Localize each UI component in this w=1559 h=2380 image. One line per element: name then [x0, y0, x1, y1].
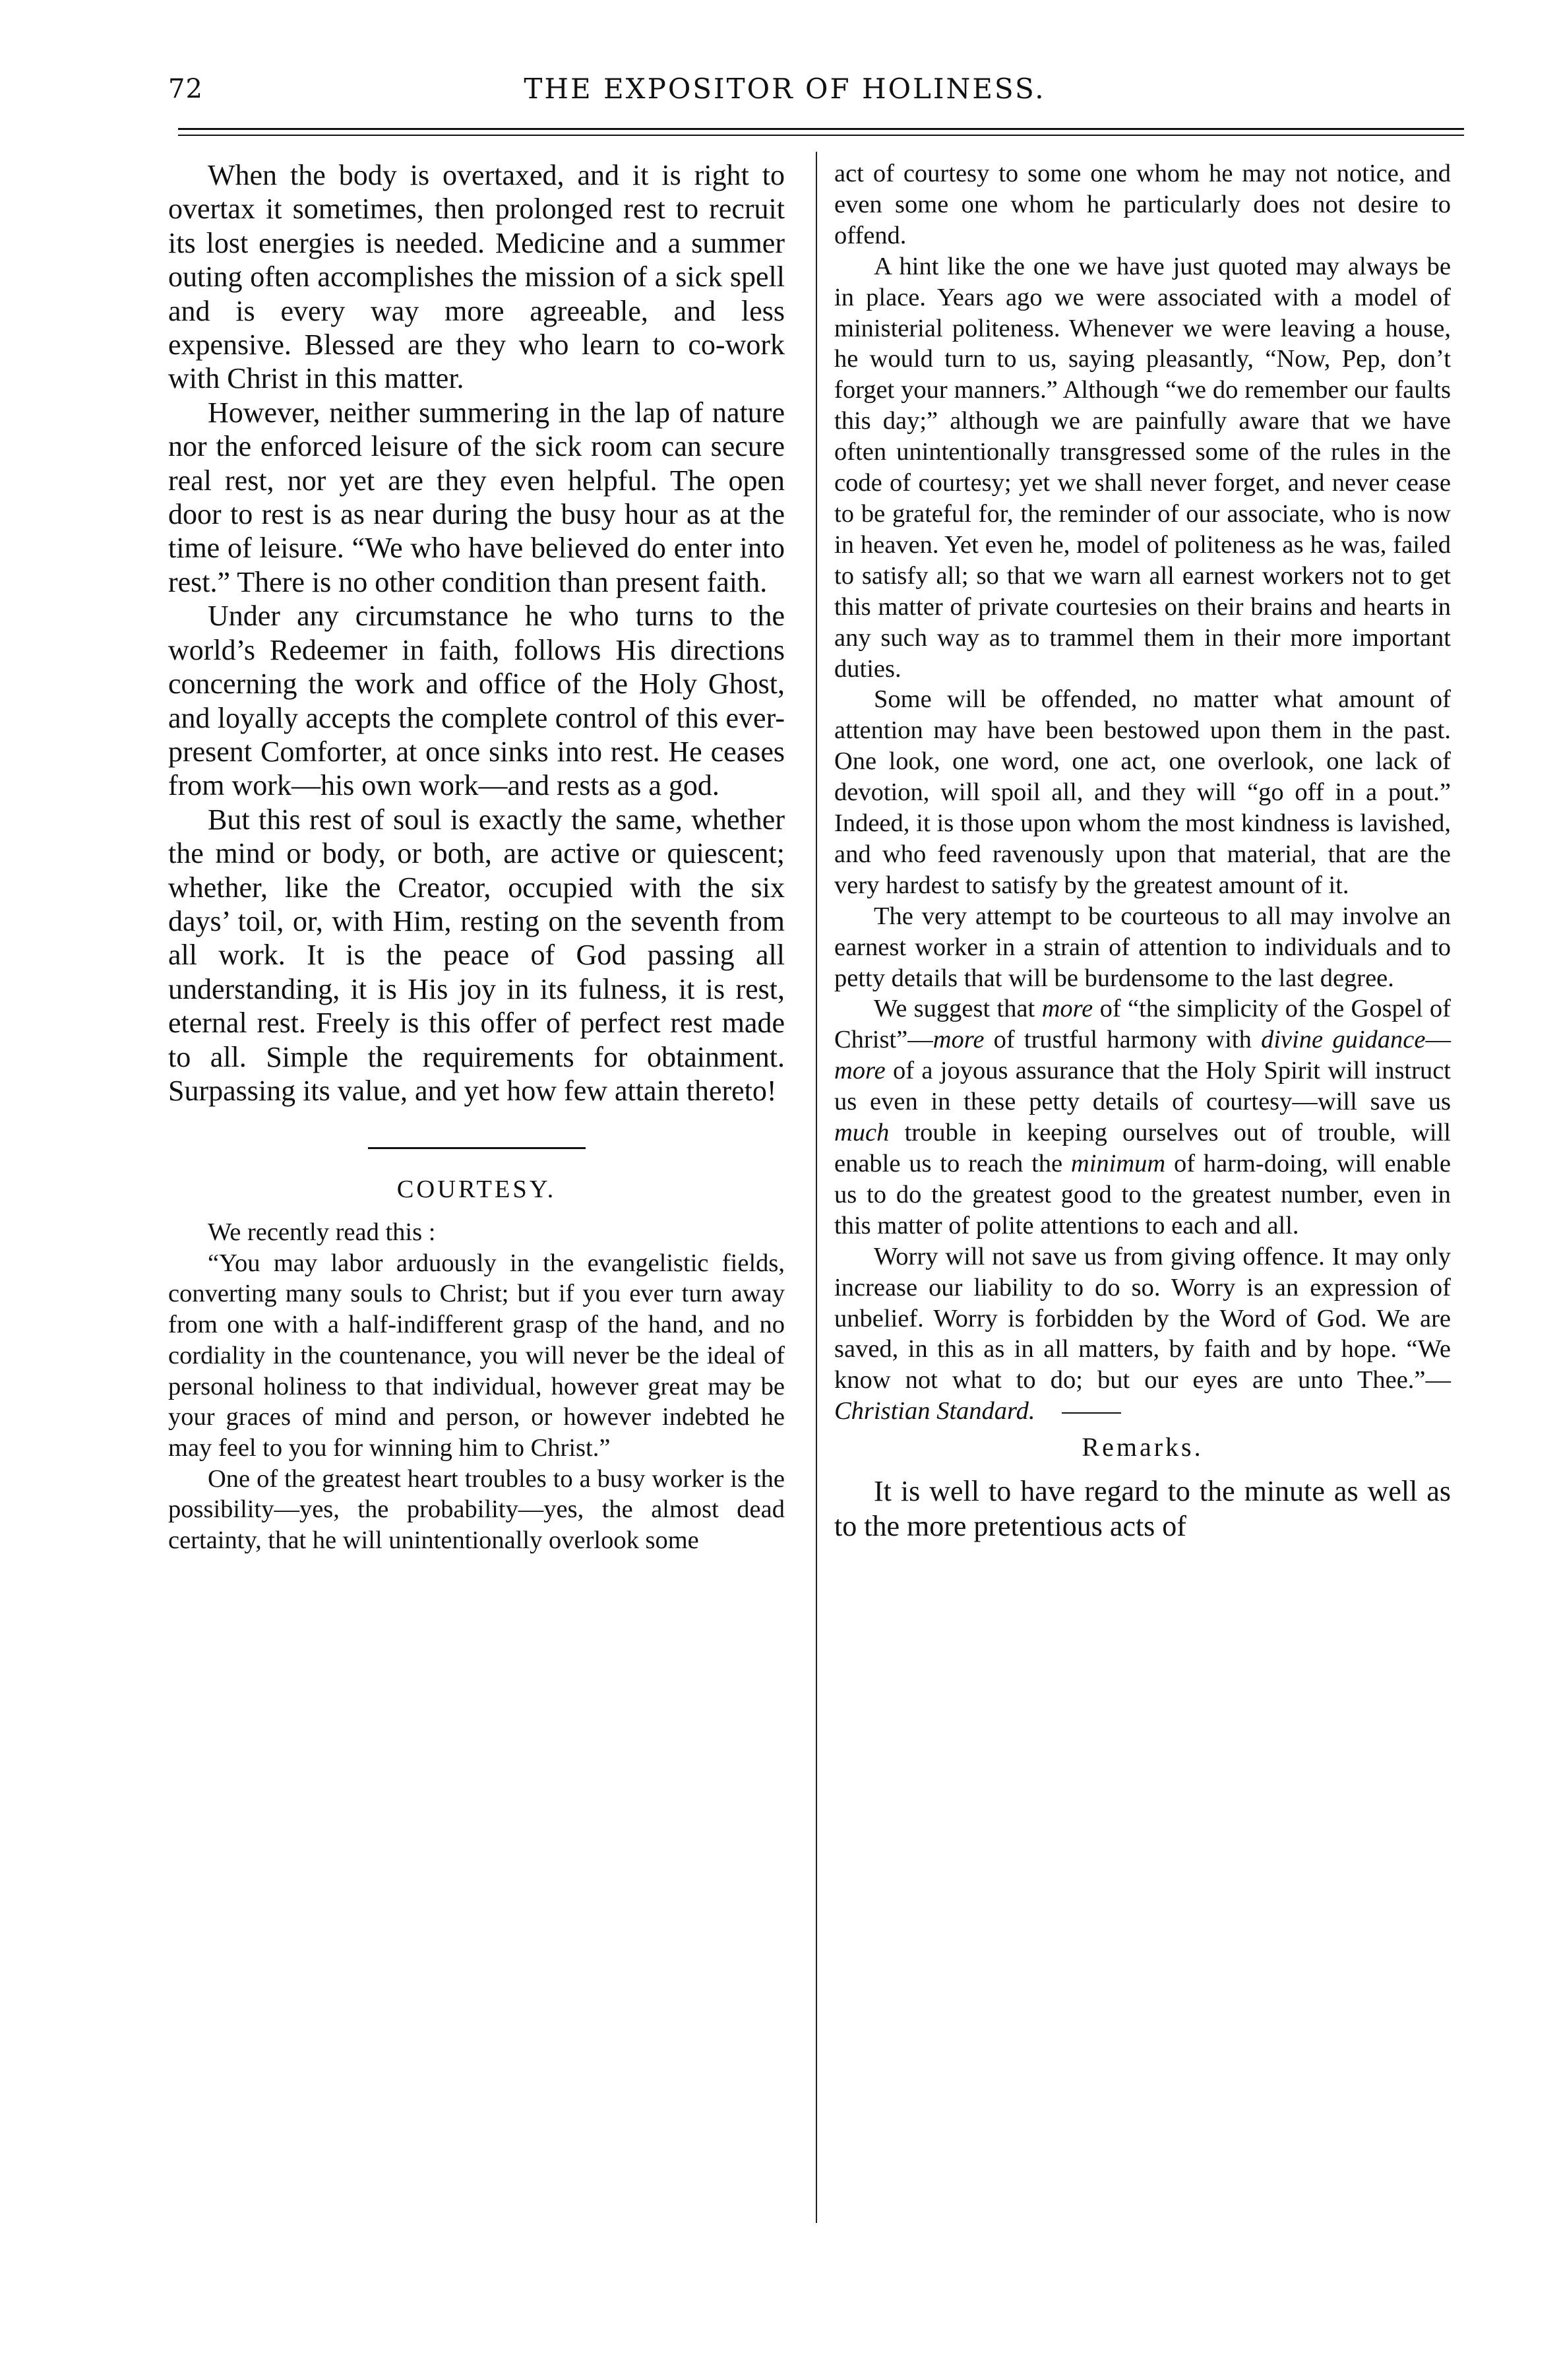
running-title: THE EXPOSITOR OF HOLINESS.	[524, 73, 1046, 105]
paragraph: Worry will not save us from giving offence. It may only increase our liability to do so. Worry is an expression of unbelief. Worry is forbidden by the Word of God. We are saved, in this as in all matters, by faith and by hope. “We know not what to do; but our eyes are unto Thee.”—Christian Standard.	[834, 1242, 1451, 1425]
quote-paragraph: “You may labor arduously in the evangelistic fields, converting many souls to Christ; but if you ever turn away from one with a half-indifferent grasp of the hand, and no cordiality in the countenance, you will never be the ideal of personal holiness to that individual, however great may be your graces of mind and person, or however indebted he may feel to you for winning him to Christ.”	[168, 1249, 785, 1462]
paragraph: We suggest that more of “the simplicity of the Gospel of Christ”—more of trustful harmony with divine guidance—more of a joyous assurance that the Holy Spirit will instruct us even in these petty details of courtesy—will save us much trouble in keeping ourselves out of trouble, will enable us to reach the minimum of harm-doing, will enable us to do the greatest good to the greatest number, even in this matter of polite attentions to each and all.	[834, 995, 1451, 1239]
paragraph: It is well to have regard to the minute as well as to the more pretentious acts of	[834, 1475, 1451, 1543]
paragraph: But this rest of soul is exactly the same, whether the mind or body, or both, are active or quiescent; whether, like the Creator, occupied with the six days’ toil, or, with Him, resting on the seventh from all work. It is the peace of God passing all understanding, it is His joy in its fulness, it is rest, eternal rest. Freely is this offer of perfect rest made to all. Simple the requirements for obtainment. Surpassing its value, and yet how few attain thereto!	[168, 803, 785, 1107]
left-column	[168, 158, 785, 1556]
paragraph: Some will be offended, no matter what amount of attention may have been bestowed upon them in the past. One look, one word, one act, one overlook, one lack of devotion, will spoil all, and they will “go off in a pout.” Indeed, it is those upon whom the most kindness is lavished, and who feed ravenously upon that material, that are the very hardest to satisfy by the greatest amount of it.	[834, 685, 1451, 899]
column-divider	[816, 152, 817, 2223]
paragraph: Under any circumstance he who turns to the world’s Redeemer in faith, follows His directions concerning the work and office of the Holy Ghost, and loyally accepts the complete control of this ever-present Comforter, at once sinks into rest. He ceases from work—his own work—and rests as a god.	[168, 600, 785, 802]
page-number: 72	[168, 74, 203, 104]
header-rule	[178, 128, 1464, 130]
section-heading-courtesy: COURTESY.	[396, 1175, 557, 1204]
short-rule	[1062, 1412, 1121, 1414]
paragraph: One of the greatest heart troubles to a busy worker is the possibility—yes, the probability—yes, the almost dead certainty, that he will unintentionally overlook some	[168, 1464, 785, 1555]
paragraph: However, neither summering in the lap of nature nor the enforced leisure of the sick room can secure real rest, nor yet are they even helpful. The open door to rest is as near during the busy hour as at the time of leisure. “We who have believed do enter into rest.” There is no other condition than present faith.	[168, 396, 785, 598]
right-column	[834, 158, 1451, 1544]
paragraph: The very attempt to be courteous to all may involve an earnest worker in a strain of attention to individuals and to petty details that will be burdensome to the last degree.	[834, 902, 1451, 992]
paragraph: We recently read this :	[208, 1218, 436, 1247]
section-heading-remarks: Remarks.	[1082, 1432, 1204, 1462]
paragraph: When the body is overtaxed, and it is right to overtax it sometimes, then prolonged rest to recruit its lost energies is needed. Medicine and a summer outing often accomplishes the mission of a sick spell and is every way more agreeable, and less expensive. Blessed are they who learn to co-work with Christ in this matter.	[168, 159, 785, 395]
paragraph: A hint like the one we have just quoted may always be in place. Years ago we were associated with a model of ministerial politeness. Whenever we were leaving a house, he would turn to us, saying pleasantly, “Now, Pep, don’t forget your manners.” Although “we do remember our faults this day;” although we are painfully aware that we have often unintentionally transgressed some of the rules in the code of courtesy; yet we shall never forget, and never cease to be grateful for, the reminder of our associate, who is now in heaven. Yet even he, model of politeness as he was, failed to satisfy all; so that we warn all earnest workers not to get this matter of private courtesies on their brains and hearts in any such way as to trammel them in their more important duties.	[834, 252, 1451, 683]
source-citation: Christian Standard.	[834, 1397, 1035, 1425]
header-rule-thin	[178, 135, 1464, 136]
paragraph: act of courtesy to some one whom he may not notice, and even some one whom he particularly does not desire to offend.	[834, 160, 1451, 249]
section-divider	[368, 1147, 586, 1149]
